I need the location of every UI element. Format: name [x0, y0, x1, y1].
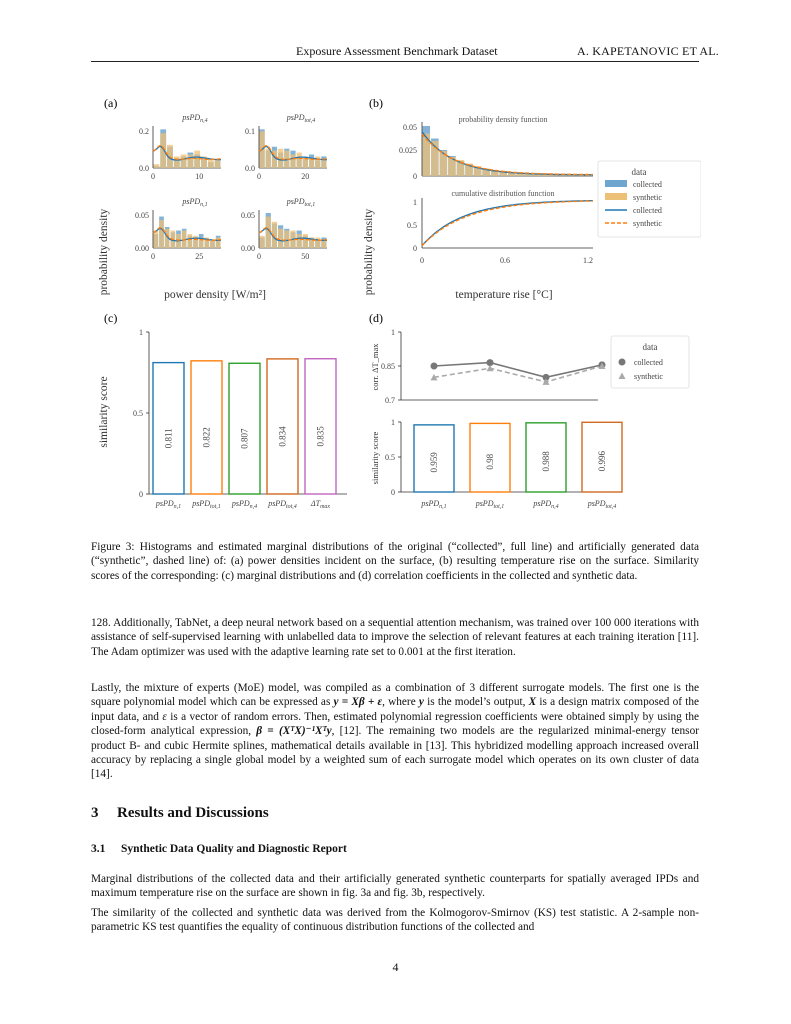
pdf-collected-line: [422, 132, 593, 175]
panel-c-label: (c): [104, 311, 118, 325]
ytick-label: 0.7: [385, 396, 395, 405]
hist-bar-synthetic: [278, 229, 283, 248]
legend-d-item: collected: [634, 358, 663, 367]
legend-d-item: synthetic: [634, 372, 663, 381]
xtick-label: 0: [151, 252, 155, 261]
xtick-label: psPD$_{tot,1}$: [475, 499, 505, 510]
xtick-label: 20: [301, 172, 310, 181]
hist-bar-synthetic: [174, 156, 180, 168]
xtick-label: 25: [195, 252, 204, 261]
hist-bar-synthetic: [297, 234, 302, 248]
panel-d-top-ylabel: corr. ΔT_max: [370, 343, 380, 391]
paragraph-marginals: Marginal distributions of the collected data and their artificially generated synthetic counterparts for spatially averaged IPDs and maximum temperature rise on the surface are shown in fig. 3a and fig. 3b, respectively.: [91, 873, 699, 900]
histogram-subplot: [241, 197, 327, 261]
hist-bar-synthetic: [215, 160, 221, 168]
hist-bar-synthetic: [194, 151, 200, 168]
legend-b-item: collected: [633, 180, 662, 189]
pdf-histogram: [423, 126, 593, 176]
similarity-bar: [153, 363, 184, 494]
legend-b-item: synthetic: [633, 193, 662, 202]
ytick-label: 1: [391, 418, 395, 427]
legend-b-item: synthetic: [633, 219, 662, 228]
cdf-synthetic-line: [422, 201, 593, 246]
ytick-label: 1: [139, 328, 143, 337]
bar-value-label: 0.807: [239, 428, 250, 449]
corr-collected-line: [434, 363, 602, 378]
panel-a-ylabel: probability density: [98, 208, 110, 296]
bar-value-label: 0.959: [429, 452, 439, 473]
ytick-label: 0.5: [407, 221, 417, 230]
bar-value-label: 0.822: [201, 427, 212, 448]
ytick-label: 0.00: [135, 244, 149, 253]
xtick-label: 0: [151, 172, 155, 181]
xtick-label: $\Delta T_{max}$: [310, 499, 331, 510]
xtick-label: psPD$_{n,1}$: [421, 499, 447, 510]
ytick-label: 0.2: [139, 127, 149, 136]
bar-value-label: 0.98: [485, 453, 495, 470]
hist-bar-synthetic: [154, 231, 159, 248]
hist-bar-synthetic: [181, 154, 187, 168]
panel-c-chart: [133, 328, 347, 510]
hist-bar-synthetic: [315, 156, 320, 168]
ytick-label: 0.05: [403, 123, 417, 132]
subplot-title: psPD$_{n,1}$: [182, 197, 208, 208]
ytick-label: 0.0: [245, 164, 255, 173]
legend-b-item: collected: [633, 206, 662, 215]
hist-bar-synthetic: [260, 236, 265, 248]
subplot-title: psPD$_{n,4}$: [182, 113, 208, 124]
ytick-label: 0.5: [133, 409, 143, 418]
bar-value-label: 0.834: [277, 426, 288, 447]
paragraph-ks-test: The similarity of the collected and synthetic data was derived from the Kolmogorov-Smirnov (KS) test statistic. A 2-sample non-parametric KS test quantifies the equality of continuous distribution functions of the collected and: [91, 907, 699, 934]
paragraph-tabnet: 128. Additionally, TabNet, a deep neural network based on a sequential attention mechanism, was trained over 100 000 iterations with assistance of self-supervised learning with unlabelled data to improve the selection of relevant features at each training iteration [11]. The Adam optimizer was used with the adaptive learning rate set to 0.001 at the first iteration.: [91, 617, 699, 658]
ytick-label: 0.025: [399, 146, 417, 155]
paragraph-moe: Lastly, the mixture of experts (MoE) model, was compiled as a combination of 3 different surrogate models. The first one is the square polynomial model which can be expressed as y = Xβ + ε, where y is the model’s output, X is a design matrix composed of the input data, and ε is a vector of random errors. Then, estimated polynomial regression coefficients were obtained simply by using the closed-form analytical expression, β = (XᵀX)⁻¹Xᵀy, [12]. The remaining two models are the regularized minimal-energy tensor product B- and cubic Hermite splines, mathematical details available in [13]. This hybridized modelling approach increased overall accuracy by replacing a single global model by a weighted sum of each surrogate model which operates on its own cluster of data [14].: [91, 682, 700, 781]
histogram-subplot: [139, 113, 221, 181]
hist-bar-synthetic: [321, 160, 326, 168]
hist-bar-synthetic: [216, 238, 221, 248]
figure-3: [91, 92, 701, 522]
ytick-label: 0.05: [241, 211, 255, 220]
hist-bar-synthetic: [188, 234, 193, 248]
legend-d-title: data: [642, 342, 658, 352]
running-header-title: Exposure Assessment Benchmark Dataset: [296, 44, 498, 58]
header-rule: [91, 61, 699, 62]
bar-value-label: 0.811: [163, 428, 174, 449]
panel-a-xlabel: power density [W/m²]: [164, 289, 266, 301]
hist-bar-synthetic: [303, 234, 308, 248]
xtick-label: 0: [257, 172, 261, 181]
ytick-label: 0.00: [241, 244, 255, 253]
xtick-label: psPD$_{tot,4}$: [268, 499, 297, 510]
panel-b-xticks: [420, 256, 593, 265]
corr-synthetic-point: [487, 365, 494, 372]
xtick-label: 0.6: [500, 256, 510, 265]
panel-b-ylabel: probability density: [363, 208, 375, 296]
bar-value-label: 0.835: [315, 426, 326, 447]
ytick-label: 0.5: [385, 453, 395, 462]
cdf-yticks: [407, 198, 417, 253]
xtick-label: 10: [195, 172, 204, 181]
histogram-subplot: [135, 197, 221, 261]
ytick-label: 0.05: [135, 211, 149, 220]
ytick-label: 0.1: [245, 127, 255, 136]
xtick-label: psPD$_{n,4}$: [231, 499, 258, 510]
hist-bar-synthetic: [290, 154, 295, 168]
panel-b-legend: [598, 161, 701, 237]
pdf-yticks: [399, 123, 417, 181]
subsection-heading: 3.1 Synthetic Data Quality and Diagnostic Report: [91, 843, 347, 855]
cdf-collected-line: [422, 201, 593, 246]
page-number: 4: [392, 960, 399, 974]
histogram-subplot: [245, 113, 327, 181]
ytick-label: 0: [139, 490, 143, 499]
panel-d-chart: [381, 328, 689, 510]
xtick-label: 1.2: [583, 256, 593, 265]
subplot-title: psPD$_{tot,1}$: [286, 197, 316, 208]
hist-bar-synthetic: [266, 149, 271, 168]
figure-caption: Figure 3: Histograms and estimated marginal distributions of the original (“collected”, full line) and artificially generated data (“synthetic”, dashed line) of: (a) power densities incident on the surface, (b) resulting temperature rise on the surface. Similarity scores of the corresponding: (c) marginal distributions and (d) correlation coefficients in the collected and synthetic data.: [91, 541, 699, 582]
bar-value-label: 0.988: [541, 451, 551, 472]
hist-bar-synthetic: [278, 149, 283, 168]
subplot-title: psPD$_{tot,4}$: [286, 113, 316, 124]
hist-bar-synthetic: [284, 231, 289, 248]
section-heading: 3 Results and Discussions: [91, 805, 269, 821]
xtick-label: psPD$_{tot,1}$: [192, 499, 221, 510]
hist-bar-synthetic: [297, 153, 302, 168]
corr-collected-point: [431, 363, 438, 370]
panel-a-subplots: [135, 113, 327, 261]
panel-d-legend: [611, 336, 689, 388]
hist-bar-synthetic: [159, 220, 164, 248]
ytick-label: 0: [391, 488, 395, 497]
cdf-title: cumulative distribution function: [451, 189, 555, 198]
panel-d-label: (d): [369, 311, 383, 325]
xtick-label: 50: [301, 252, 310, 261]
panel-a-label: (a): [104, 96, 118, 110]
corr-synthetic-line: [434, 366, 602, 382]
ytick-label: 0.0: [139, 164, 149, 173]
panel-b-label: (b): [369, 96, 383, 110]
hist-bar-synthetic: [160, 133, 166, 168]
panel-c-ylabel: similarity score: [98, 376, 110, 448]
panel-d-bottom-ylabel: similarity score: [370, 431, 380, 485]
running-header-authors: A. KAPETANOVIC ET AL.: [577, 44, 720, 58]
panel-b-xlabel: temperature rise [°C]: [455, 289, 553, 301]
ytick-label: 0: [413, 172, 417, 181]
xtick-label: psPD$_{n,1}$: [155, 499, 182, 510]
hist-bar-synthetic: [154, 164, 160, 168]
hist-bar-synthetic: [188, 154, 194, 168]
ytick-label: 1: [413, 198, 417, 207]
ytick-label: 0.85: [381, 362, 395, 371]
xtick-label: 0: [420, 256, 424, 265]
ytick-label: 1: [391, 328, 395, 337]
pdf-title: probability density function: [458, 115, 548, 124]
xtick-label: psPD$_{n,4}$: [533, 499, 559, 510]
xtick-label: 0: [257, 252, 261, 261]
bar-value-label: 0.996: [597, 451, 607, 472]
panel-b-plots: [399, 115, 701, 265]
pdf-synthetic-line: [422, 134, 593, 175]
legend-b-title: data: [631, 167, 647, 177]
xtick-label: psPD$_{tot,4}$: [587, 499, 617, 510]
ytick-label: 0: [413, 244, 417, 253]
